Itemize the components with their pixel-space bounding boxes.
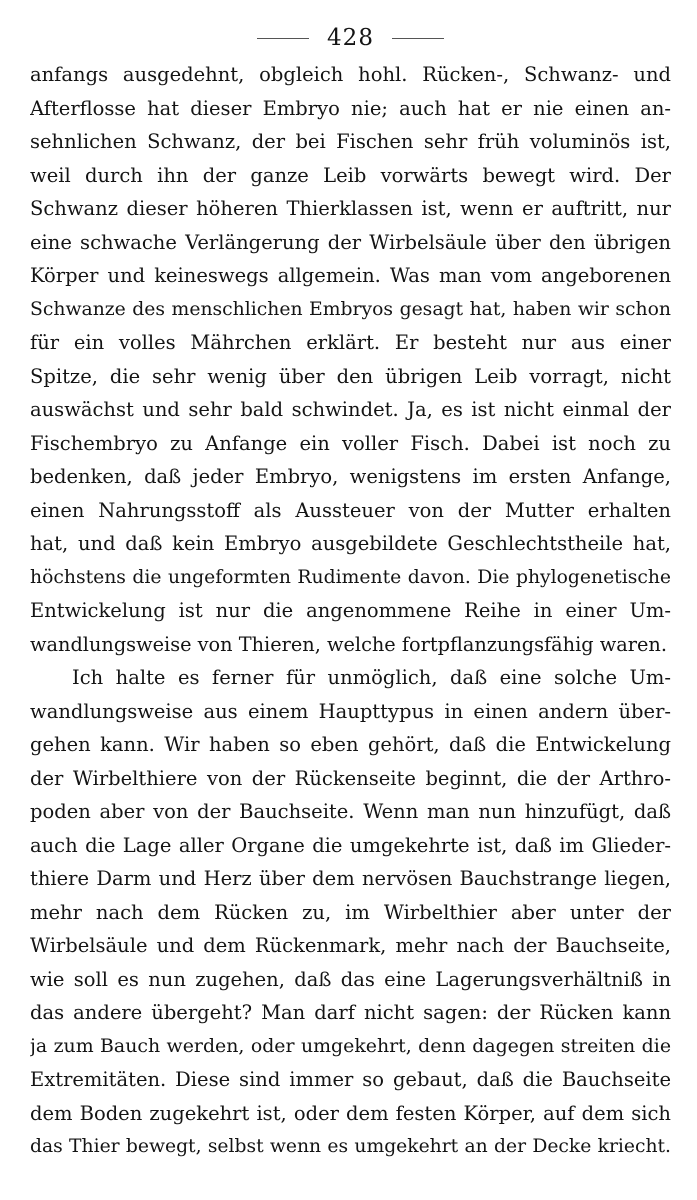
text-line: Wirbelsäule und dem Rückenmark, mehr nach der Bauchseite, [30, 934, 671, 957]
page-header [30, 22, 671, 54]
text-line: Ich halte es ferner für unmöglich, daß eine solche Um- [72, 666, 671, 689]
text-line: Extremitäten. Diese sind immer so gebaut, daß die Bauchseite [30, 1068, 671, 1091]
text-line: mehr nach dem Rücken zu, im Wirbelthier aber unter der [30, 900, 671, 924]
text-line: Afterflosse hat dieser Embryo nie; auch hat er nie einen an- [30, 96, 671, 120]
text-line: bedenken, daß jeder Embryo, wenigstens im ersten Anfange, [30, 465, 671, 488]
text-line: gehen kann. Wir haben so eben gehört, daß die Entwickelung [30, 733, 671, 756]
text-line: wandlungsweise von Thieren, welche fortpflanzungsfähig waren. [30, 632, 667, 656]
header-rule-left [257, 38, 309, 39]
page-body-text [30, 58, 671, 1164]
text-line: höchstens die ungeformten Rudimente davon. Die phylogenetische [30, 566, 671, 588]
text-line: der Wirbelthiere von der Rückenseite beginnt, die der Arthro- [30, 766, 671, 790]
text-line: thiere Darm und Herz über dem nervösen Bauchstrange liegen, [30, 867, 671, 890]
text-line: auch die Lage aller Organe die umgekehrte ist, daß im Glieder- [30, 833, 671, 857]
text-line: Entwickelung ist nur die angenommene Reihe in einer Um- [30, 599, 671, 622]
text-line: Schwanz dieser höheren Thierklassen ist, wenn er auftritt, nur [30, 197, 671, 220]
text-line: einen Nahrungsstoff als Aussteuer von der Mutter erhalten [30, 498, 671, 522]
text-line: dem Boden zugekehrt ist, oder dem festen Körper, auf dem sich [30, 1101, 671, 1125]
text-line: das andere übergeht? Man darf nicht sagen: der Rücken kann [30, 1001, 671, 1024]
text-line: Körper und keineswegs allgemein. Was man vom angeborenen [30, 264, 671, 287]
text-line: das Thier bewegt, selbst wenn es umgekehrt an der Decke kriecht. [30, 1136, 671, 1157]
text-line: auswächst und sehr bald schwindet. Ja, es ist nicht einmal der [30, 398, 671, 421]
text-line: hat, und daß kein Embryo ausgebildete Geschlechtstheile hat, [30, 532, 671, 555]
text-line: wie soll es nun zugehen, daß das eine Lagerungsverhältniß in [30, 967, 671, 991]
text-line: weil durch ihn der ganze Leib vorwärts bewegt wird. Der [30, 163, 671, 187]
text-line: ja zum Bauch werden, oder umgekehrt, denn dagegen streiten die [30, 1034, 671, 1057]
text-line: Schwanze des menschlichen Embryos gesagt hat, haben wir schon [30, 298, 671, 320]
text-line: für ein volles Mährchen erklärt. Er besteht nur aus einer [30, 331, 671, 354]
header-rule-right [392, 38, 444, 39]
text-line: anfangs ausgedehnt, obgleich hohl. Rücken-, Schwanz- und [30, 63, 671, 86]
text-line: sehnlichen Schwanz, der bei Fischen sehr früh voluminös ist, [30, 130, 671, 153]
text-line: Spitze, die sehr wenig über den übrigen Leib vorragt, nicht [30, 364, 671, 388]
text-line: poden aber von der Bauchseite. Wenn man nun hinzufügt, daß [30, 800, 671, 823]
page-number: 428 [327, 25, 374, 51]
text-line: wandlungsweise aus einem Haupttypus in einen andern über- [30, 699, 671, 723]
text-line: eine schwache Verlängerung der Wirbelsäule über den übrigen [30, 230, 671, 254]
text-line: Fischembryo zu Anfange ein voller Fisch. Dabei ist noch zu [30, 431, 671, 455]
